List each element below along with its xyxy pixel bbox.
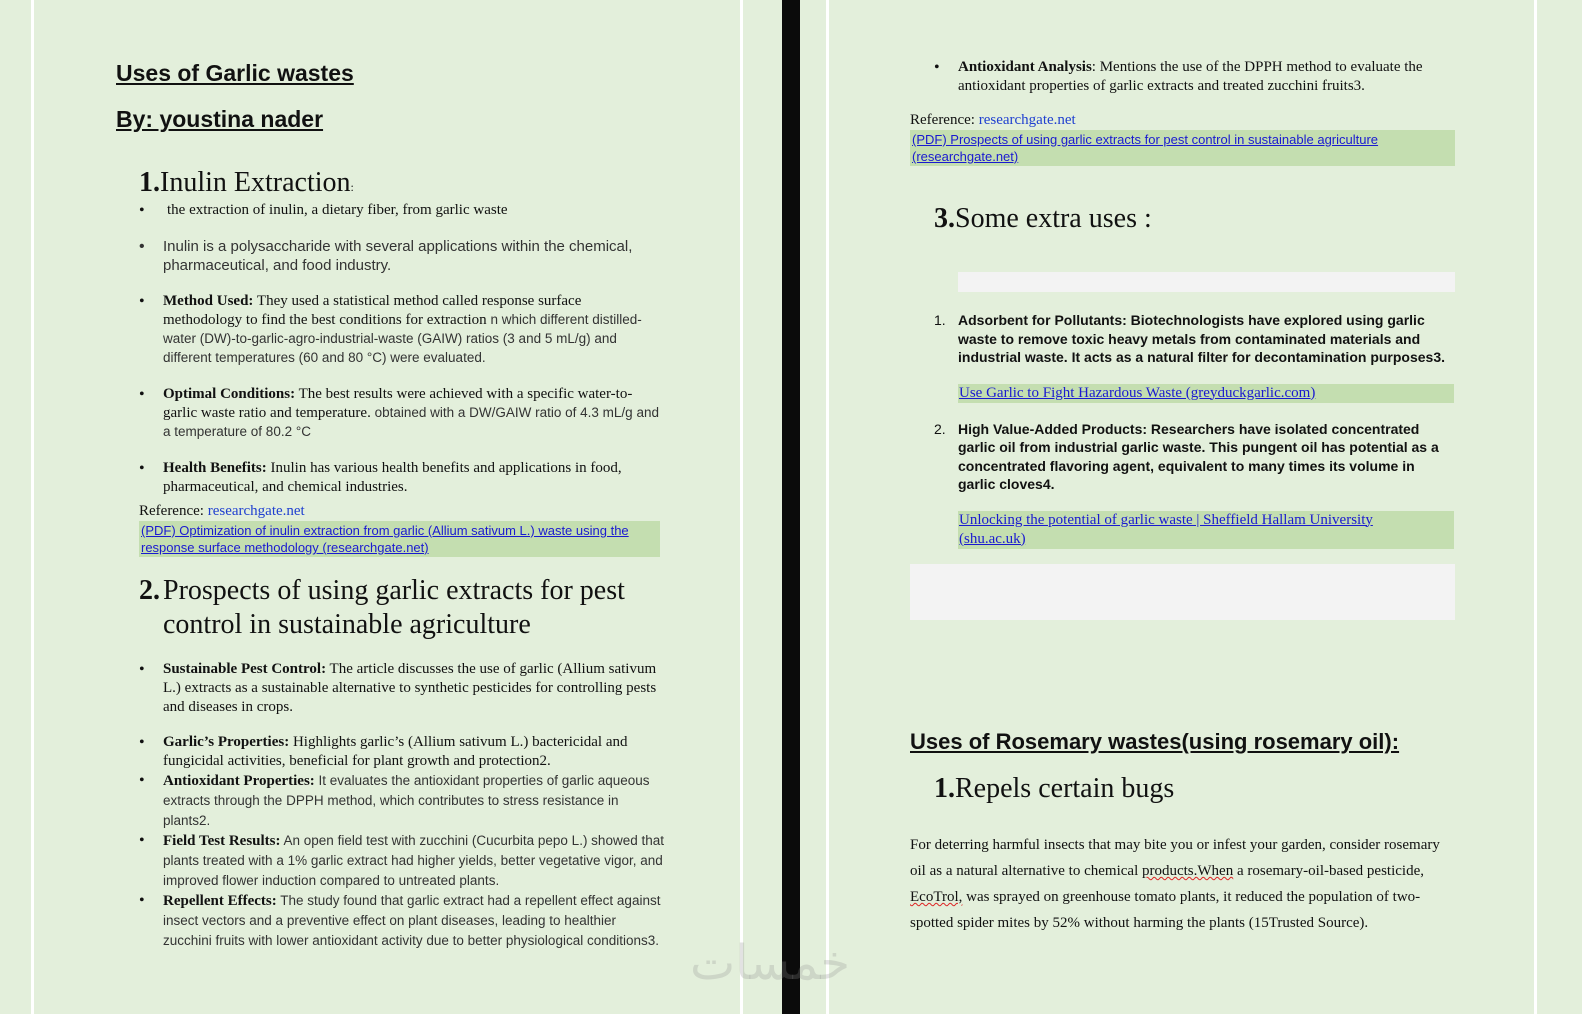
bullet-list xyxy=(139,201,664,497)
list-item: • Health Benefits: Inulin has various health benefits and applications in food, pharmaceutical, and chemical industries. xyxy=(139,459,664,497)
section-number: 2. xyxy=(139,575,160,606)
section-title: Some extra uses : xyxy=(955,203,1152,234)
section-colon: : xyxy=(350,180,354,194)
reference-link-box xyxy=(139,521,660,557)
reference-link[interactable]: (PDF) Prospects of using garlic extracts for pest control in sustainable agriculture (researchgate.net) xyxy=(912,132,1379,164)
list-item: • Field Test Results: An open field test with zucchini (Cucurbita pepo L.) showed that plants treated with a 1% garlic extract had higher yields, better vegetative vigor, and improved flower induction compared to untreated plants. xyxy=(139,831,664,891)
right-page xyxy=(800,0,1582,1014)
list-item: 2. High Value-Added Products: Researchers have isolated concentrated garlic oil from industrial garlic waste. This pungent oil has potential as a concentrated flavoring agent, equivalent to many times its volume in garlic cloves4. Unlocking the potential of garlic waste | Sheffield Hallam University (shu.ac.uk) xyxy=(934,420,1454,549)
section-title: Repels certain bugs xyxy=(955,773,1175,804)
left-page xyxy=(0,0,782,1014)
reference-line: Reference: researchgate.net xyxy=(139,503,305,519)
margin-line xyxy=(740,0,743,1014)
source-link-box xyxy=(958,384,1454,403)
reference-site: researchgate.net xyxy=(978,112,1076,128)
list-item: • the extraction of inulin, a dietary fiber, from garlic waste xyxy=(139,201,664,220)
section-heading xyxy=(934,772,1174,806)
margin-line xyxy=(1534,0,1537,1014)
source-link[interactable]: Use Garlic to Fight Hazardous Waste (greyduckgarlic.com) xyxy=(959,384,1316,401)
reference-line: Reference: researchgate.net xyxy=(910,112,1076,128)
list-item: • Inulin is a polysaccharide with several applications within the chemical, pharmaceutical, and food industry. xyxy=(139,237,664,275)
section-number: 1. xyxy=(934,773,955,804)
section-heading xyxy=(139,574,659,642)
section-title: Prospects of using garlic extracts for pest control in sustainable agriculture xyxy=(163,575,625,640)
list-item: • Antioxidant Analysis: Mentions the use of the DPPH method to evaluate the antioxidant properties of garlic extracts and treated zucchini fruits3. xyxy=(934,58,1459,96)
author-line: By: youstina nader xyxy=(116,106,324,132)
bullet-list xyxy=(934,58,1459,96)
rosemary-title: Uses of Rosemary wastes(using rosemary oil): xyxy=(910,729,1400,754)
section-number: 1. xyxy=(139,167,160,198)
body-paragraph: For deterring harmful insects that may bite you or infest your garden, consider rosemary oil as a natural alternative to chemical products.When a rosemary-oil-based pesticide, EcoTrol, was sprayed on greenhouse tomato plants, it reduced the population of two-spotted spider mites by 52% without harming the plants (15Trusted Source). xyxy=(910,837,1440,931)
page-divider xyxy=(782,0,800,1014)
blank-box xyxy=(910,564,1455,620)
source-link[interactable]: Unlocking the potential of garlic waste | Sheffield Hallam University (shu.ac.uk) xyxy=(959,511,1373,547)
numbered-list xyxy=(934,311,1454,549)
document-title: Uses of Garlic wastes xyxy=(116,60,354,86)
section-heading xyxy=(934,202,1152,236)
reference-site: researchgate.net xyxy=(207,503,305,519)
spell-flagged-word: EcoTrol, xyxy=(910,889,963,905)
source-link-box xyxy=(958,511,1454,549)
reference-link-box xyxy=(910,130,1455,166)
list-item: • Repellent Effects: The study found that garlic extract had a repellent effect against insect vectors and a preventive effect on plant diseases, leading to healthier zucchini fruits with lower antioxidant activity due to better physiological conditions3. xyxy=(139,891,664,951)
blank-box xyxy=(958,272,1455,292)
margin-line xyxy=(31,0,34,1014)
list-item: • Optimal Conditions: The best results were achieved with a specific water-to-garlic waste ratio and temperature. obtained with a DW/GAIW ratio of 4.3 mL/g and a temperature of 80.2 °C xyxy=(139,385,664,442)
list-item: • Method Used: They used a statistical method called response surface methodology to find the best conditions for extraction n which different distilled-water (DW)-to-garlic-agro-industrial-waste (GAIW) ratios (3 and 5 mL/g) and different temperatures (60 and 80 °C) were evaluated. xyxy=(139,292,664,368)
reference-link[interactable]: (PDF) Optimization of inulin extraction from garlic (Allium sativum L.) waste using the response surface methodology (researchgate.net) xyxy=(141,523,629,555)
bullet-list xyxy=(139,660,664,951)
watermark-logo: خمسات xyxy=(690,935,851,991)
section-heading xyxy=(139,166,354,204)
margin-line xyxy=(826,0,829,1014)
section-number: 3. xyxy=(934,203,955,234)
section-title: Inulin Extraction xyxy=(160,167,351,198)
list-item: 1. Adsorbent for Pollutants: Biotechnologists have explored using garlic waste to remove toxic heavy metals from contaminated materials and industrial waste. It acts as a natural filter for decontamination purposes3. Use Garlic to Fight Hazardous Waste (greyduckgarlic.com) xyxy=(934,311,1454,403)
list-item: • Sustainable Pest Control: The article discusses the use of garlic (Allium sativum L.) extracts as a sustainable alternative to synthetic pesticides for controlling pests and diseases in crops. xyxy=(139,660,664,717)
spell-flagged-word: products.When xyxy=(1141,863,1234,879)
list-item: • Antioxidant Properties: It evaluates the antioxidant properties of garlic aqueous extracts through the DPPH method, which contributes to stress resistance in plants2. xyxy=(139,771,664,831)
list-item: • Garlic’s Properties: Highlights garlic’s (Allium sativum L.) bactericidal and fungicidal activities, beneficial for plant growth and protection2. xyxy=(139,733,664,771)
